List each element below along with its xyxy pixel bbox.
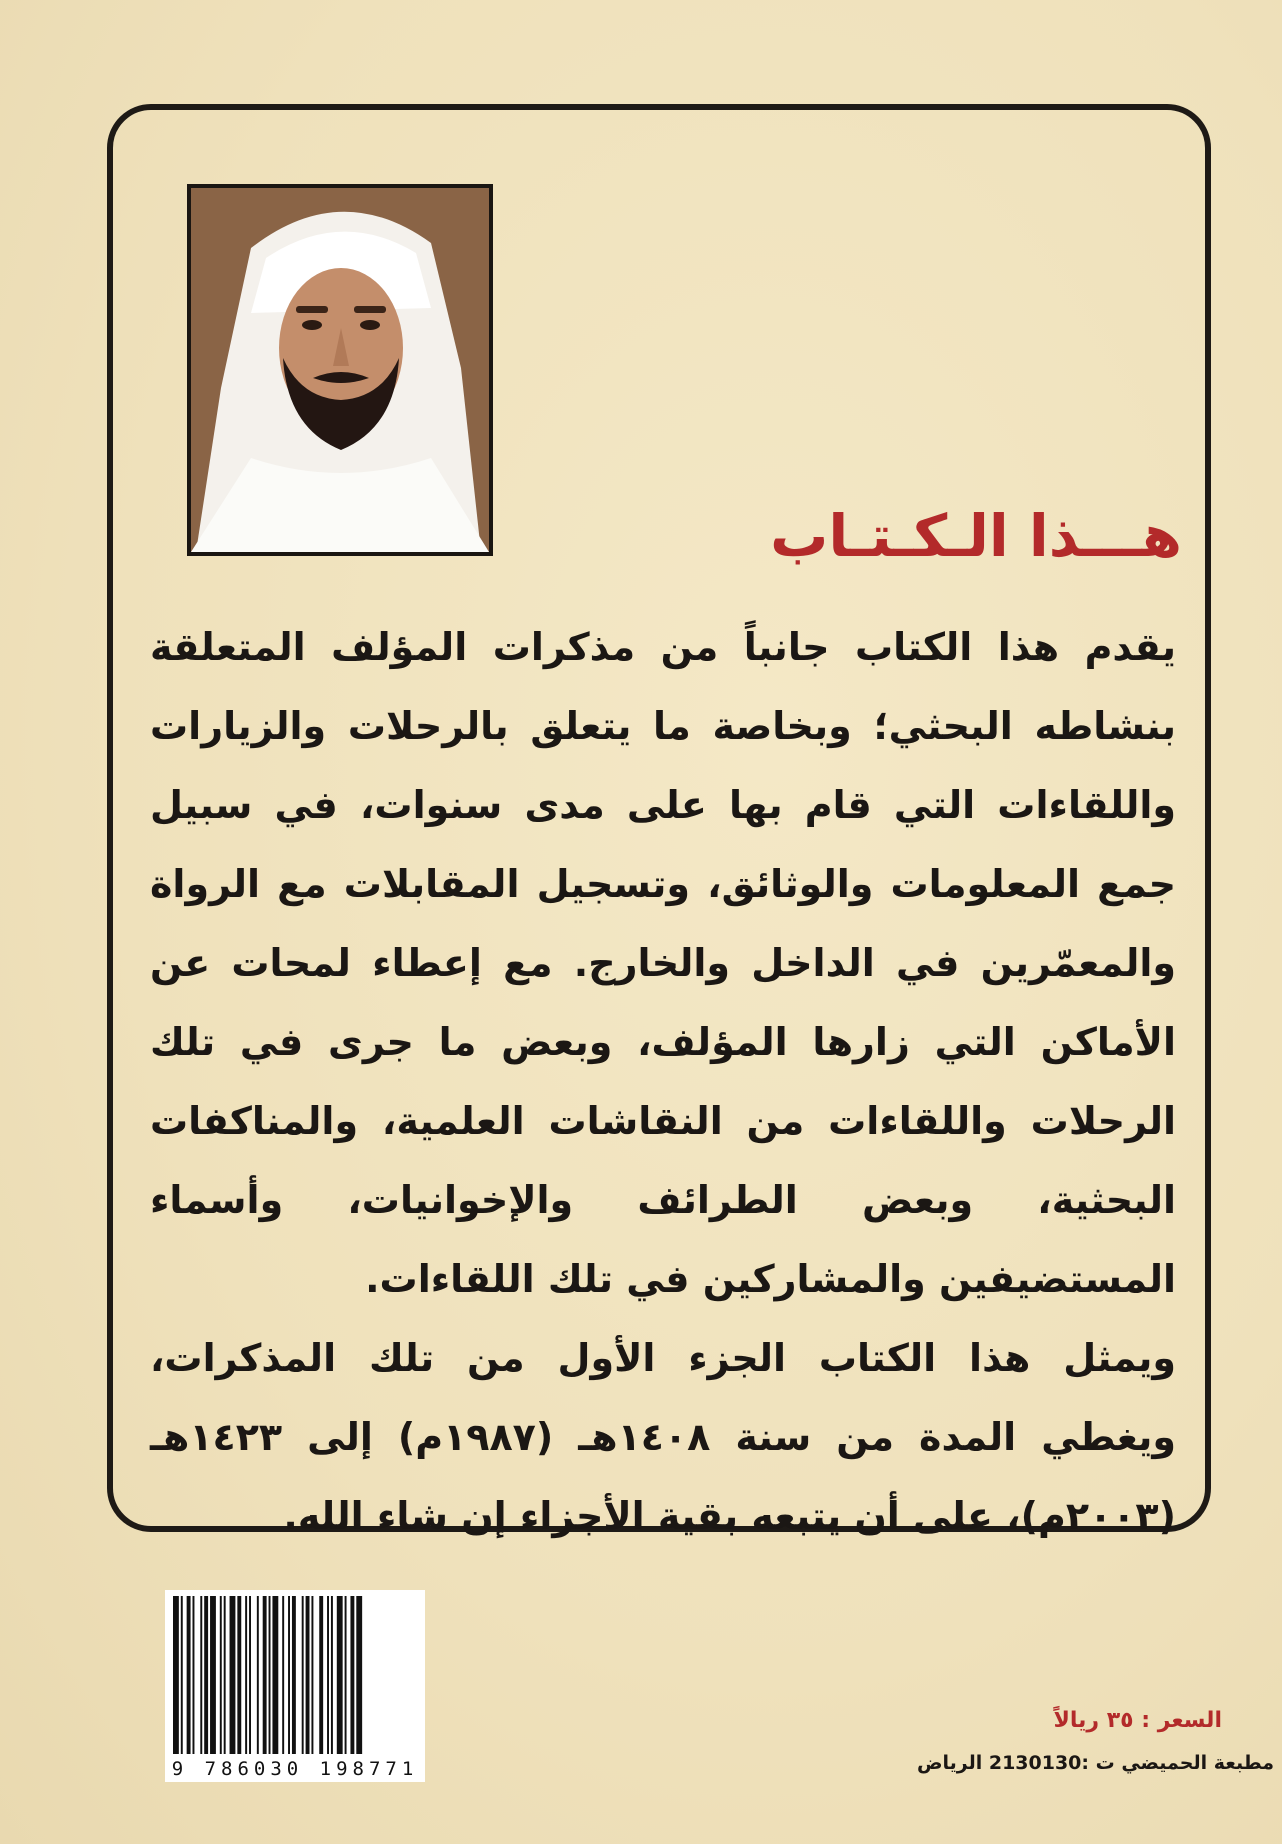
description-text — [150, 608, 1176, 1556]
barcode — [165, 1590, 425, 1778]
description-paragraph-2: ويمثل هذا الكتاب الجزء الأول من تلك المذكرات، ويغطي المدة من سنة ١٤٠٨هـ (١٩٨٧م) إلى ١٤٢٣هـ (٢٠٠٣م)، على أن يتبعه بقية الأجزاء إن شاء الله. — [150, 1336, 1176, 1538]
printer-info: مطبعة الحميضي ت :2130130 الرياض — [916, 1752, 1274, 1774]
isbn-number: 9 786030 198771 — [165, 1756, 425, 1782]
section-heading: هـــذا الـكـتـاب — [770, 502, 1182, 570]
author-photo — [187, 184, 493, 556]
description-paragraph-1: يقدم هذا الكتاب جانباً من مذكرات المؤلف المتعلقة بنشاطه البحثي؛ وبخاصة ما يتعلق بالرحلات والزيارات واللقاءات التي قام بها على مدى سنوات، في سبيل جمع المعلومات والوثائق، وتسجيل المقابلات مع الرواة والمعمّرين في الداخل والخارج. مع إعطاء لمحات عن الأماكن التي زارها المؤلف، وبعض ما جرى في تلك الرحلات واللقاءات من النقاشات العلمية، والمناكفات البحثية، وبعض الطرائف والإخوانيات، وأسماء المستضيفين والمشاركين في تلك اللقاءات. — [150, 625, 1176, 1301]
price-label: السعر : ٣٥ ريالاً — [1053, 1708, 1222, 1733]
